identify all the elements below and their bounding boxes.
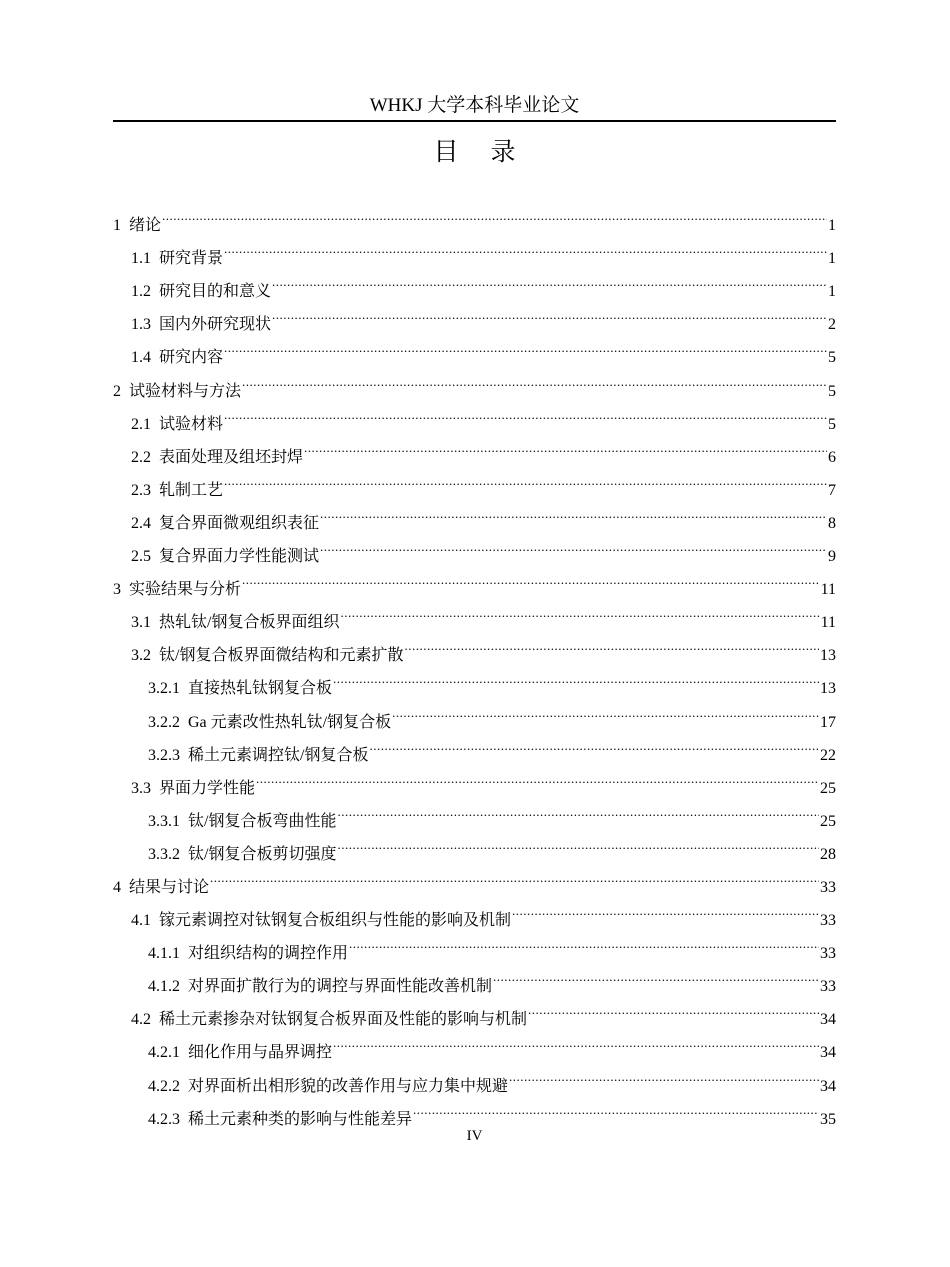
- toc-entry-number: 1.4: [131, 349, 151, 367]
- toc-entry-page: 33: [820, 878, 836, 896]
- toc-leader-dots: [340, 594, 819, 627]
- toc-leader-dots: [528, 991, 819, 1024]
- toc-entry-page: 5: [828, 349, 836, 367]
- toc-leader-dots: [224, 230, 827, 263]
- toc-entry-page: 8: [828, 514, 836, 532]
- toc-entry-page: 9: [828, 548, 836, 566]
- toc-leader-dots: [369, 727, 819, 760]
- toc-entry-page: 6: [828, 448, 836, 466]
- toc-entry-page: 35: [820, 1110, 836, 1128]
- toc-leader-dots: [493, 958, 819, 991]
- table-of-contents: [113, 197, 836, 1128]
- toc-entry-page: 1: [828, 283, 836, 301]
- toc-leader-dots: [162, 197, 827, 230]
- toc-entry-number: 4.2.1: [148, 1044, 180, 1062]
- toc-entry-title: 试验材料: [159, 415, 224, 433]
- toc-entry-title: 钛/钢复合板界面微结构和元素扩散: [159, 647, 404, 665]
- toc-entry-number: 1.1: [131, 250, 151, 268]
- toc-entry-title: 界面力学性能: [159, 779, 256, 797]
- toc-entry-title: 结果与讨论: [129, 878, 210, 896]
- toc-entry[interactable]: [113, 197, 836, 235]
- toc-entry-title: 表面处理及组坯封焊: [159, 448, 304, 466]
- toc-entry-page: 34: [820, 1044, 836, 1062]
- page-number: IV: [466, 1128, 483, 1144]
- toc-entry-number: 3.2.1: [148, 680, 180, 698]
- toc-entry-title: 研究背景: [159, 250, 224, 268]
- toc-entry-page: 33: [820, 978, 836, 996]
- toc-entry-page: 25: [820, 779, 836, 797]
- toc-entry-title: 轧制工艺: [159, 481, 224, 499]
- toc-entry-title: 热轧钛/钢复合板界面组织: [159, 614, 340, 632]
- toc-leader-dots: [272, 263, 827, 296]
- toc-entry-number: 4.2: [131, 1011, 151, 1029]
- toc-leader-dots: [320, 528, 827, 561]
- toc-leader-dots: [509, 1057, 819, 1090]
- toc-entry-number: 1.3: [131, 316, 151, 334]
- toc-leader-dots: [333, 1024, 819, 1057]
- toc-leader-dots: [337, 826, 819, 859]
- toc-entry-title: 复合界面力学性能测试: [159, 548, 320, 566]
- toc-entry-title: 对组织结构的调控作用: [188, 945, 349, 963]
- toc-entry-page: 13: [820, 647, 836, 665]
- toc-entry-number: 2.5: [131, 548, 151, 566]
- toc-entry-page: 28: [820, 845, 836, 863]
- toc-entry-title: 对界面析出相形貌的改善作用与应力集中规避: [188, 1077, 509, 1095]
- toc-entry-number: 3: [113, 581, 121, 599]
- toc-entry-title: 稀土元素调控钛/钢复合板: [188, 746, 369, 764]
- toc-leader-dots: [413, 1091, 819, 1124]
- toc-entry-title: 试验材料与方法: [129, 382, 242, 400]
- toc-entry-number: 2: [113, 382, 121, 400]
- toc-leader-dots: [272, 296, 827, 329]
- toc-entry-number: 3.2: [131, 647, 151, 665]
- toc-entry-title: 对界面扩散行为的调控与界面性能改善机制: [188, 978, 493, 996]
- toc-leader-dots: [242, 362, 827, 395]
- toc-leader-dots: [242, 561, 820, 594]
- toc-entry-page: 5: [828, 382, 836, 400]
- toc-entry-page: 25: [820, 812, 836, 830]
- toc-leader-dots: [404, 627, 819, 660]
- toc-entry-title: 直接热轧钛钢复合板: [188, 680, 333, 698]
- toc-entry-page: 34: [820, 1077, 836, 1095]
- toc-leader-dots: [349, 925, 819, 958]
- toc-entry-page: 1: [828, 217, 836, 235]
- toc-leader-dots: [392, 693, 819, 726]
- toc-entry-title: 研究内容: [159, 349, 224, 367]
- toc-leader-dots: [304, 429, 827, 462]
- toc-entry-number: 2.3: [131, 481, 151, 499]
- toc-leader-dots: [224, 462, 827, 495]
- toc-entry-title: Ga 元素改性热轧钛/钢复合板: [188, 713, 392, 731]
- toc-entry-title: 细化作用与晶界调控: [188, 1044, 333, 1062]
- toc-entry-page: 33: [820, 912, 836, 930]
- toc-entry-title: 国内外研究现状: [159, 316, 272, 334]
- toc-entry-title: 镓元素调控对钛钢复合板组织与性能的影响及机制: [159, 912, 512, 930]
- toc-entry-page: 11: [820, 614, 836, 632]
- header-rule: [113, 120, 836, 122]
- toc-entry-number: 3.2.2: [148, 713, 180, 731]
- toc-entry-number: 4: [113, 878, 121, 896]
- toc-entry-page: 17: [820, 713, 836, 731]
- toc-leader-dots: [337, 793, 819, 826]
- toc-entry-title: 实验结果与分析: [129, 581, 242, 599]
- toc-entry-number: 3.3: [131, 779, 151, 797]
- toc-entry-title: 稀土元素种类的影响与性能差异: [188, 1110, 413, 1128]
- toc-entry-number: 2.1: [131, 415, 151, 433]
- toc-entry-page: 22: [820, 746, 836, 764]
- toc-entry-number: 3.1: [131, 614, 151, 632]
- toc-leader-dots: [512, 892, 819, 925]
- toc-title: 目 录: [433, 137, 528, 166]
- toc-entry-number: 4.2.2: [148, 1077, 180, 1095]
- toc-leader-dots: [224, 329, 827, 362]
- toc-entry[interactable]: [113, 230, 836, 268]
- toc-leader-dots: [333, 660, 819, 693]
- toc-entry-title: 钛/钢复合板剪切强度: [188, 845, 337, 863]
- running-header: WHKJ 大学本科毕业论文: [369, 95, 580, 116]
- toc-entry-number: 3.2.3: [148, 746, 180, 764]
- toc-entry-page: 1: [828, 250, 836, 268]
- toc-entry-page: 7: [828, 481, 836, 499]
- toc-entry-title: 稀土元素掺杂对钛钢复合板界面及性能的影响与机制: [159, 1011, 528, 1029]
- toc-entry-page: 11: [820, 581, 836, 599]
- toc-entry[interactable]: [113, 892, 836, 930]
- toc-entry-page: 5: [828, 415, 836, 433]
- toc-entry-number: 1.2: [131, 283, 151, 301]
- toc-leader-dots: [224, 396, 827, 429]
- toc-entry-title: 绪论: [129, 217, 162, 235]
- toc-leader-dots: [256, 760, 819, 793]
- toc-leader-dots: [210, 859, 819, 892]
- toc-entry-title: 钛/钢复合板弯曲性能: [188, 812, 337, 830]
- toc-entry-page: 2: [828, 316, 836, 334]
- toc-entry-number: 2.2: [131, 448, 151, 466]
- toc-entry-number: 4.1.2: [148, 978, 180, 996]
- toc-entry-number: 3.3.1: [148, 812, 180, 830]
- toc-entry-title: 复合界面微观组织表征: [159, 514, 320, 532]
- toc-leader-dots: [320, 495, 827, 528]
- toc-entry-page: 13: [820, 680, 836, 698]
- toc-entry-number: 2.4: [131, 514, 151, 532]
- toc-entry-number: 1: [113, 217, 121, 235]
- toc-entry-number: 4.1: [131, 912, 151, 930]
- toc-entry-number: 3.3.2: [148, 845, 180, 863]
- toc-entry[interactable]: [113, 859, 836, 896]
- toc-entry-number: 4.2.3: [148, 1110, 180, 1128]
- toc-entry-page: 34: [820, 1011, 836, 1029]
- toc-entry-page: 33: [820, 945, 836, 963]
- toc-entry-number: 4.1.1: [148, 945, 180, 963]
- toc-entry-title: 研究目的和意义: [159, 283, 272, 301]
